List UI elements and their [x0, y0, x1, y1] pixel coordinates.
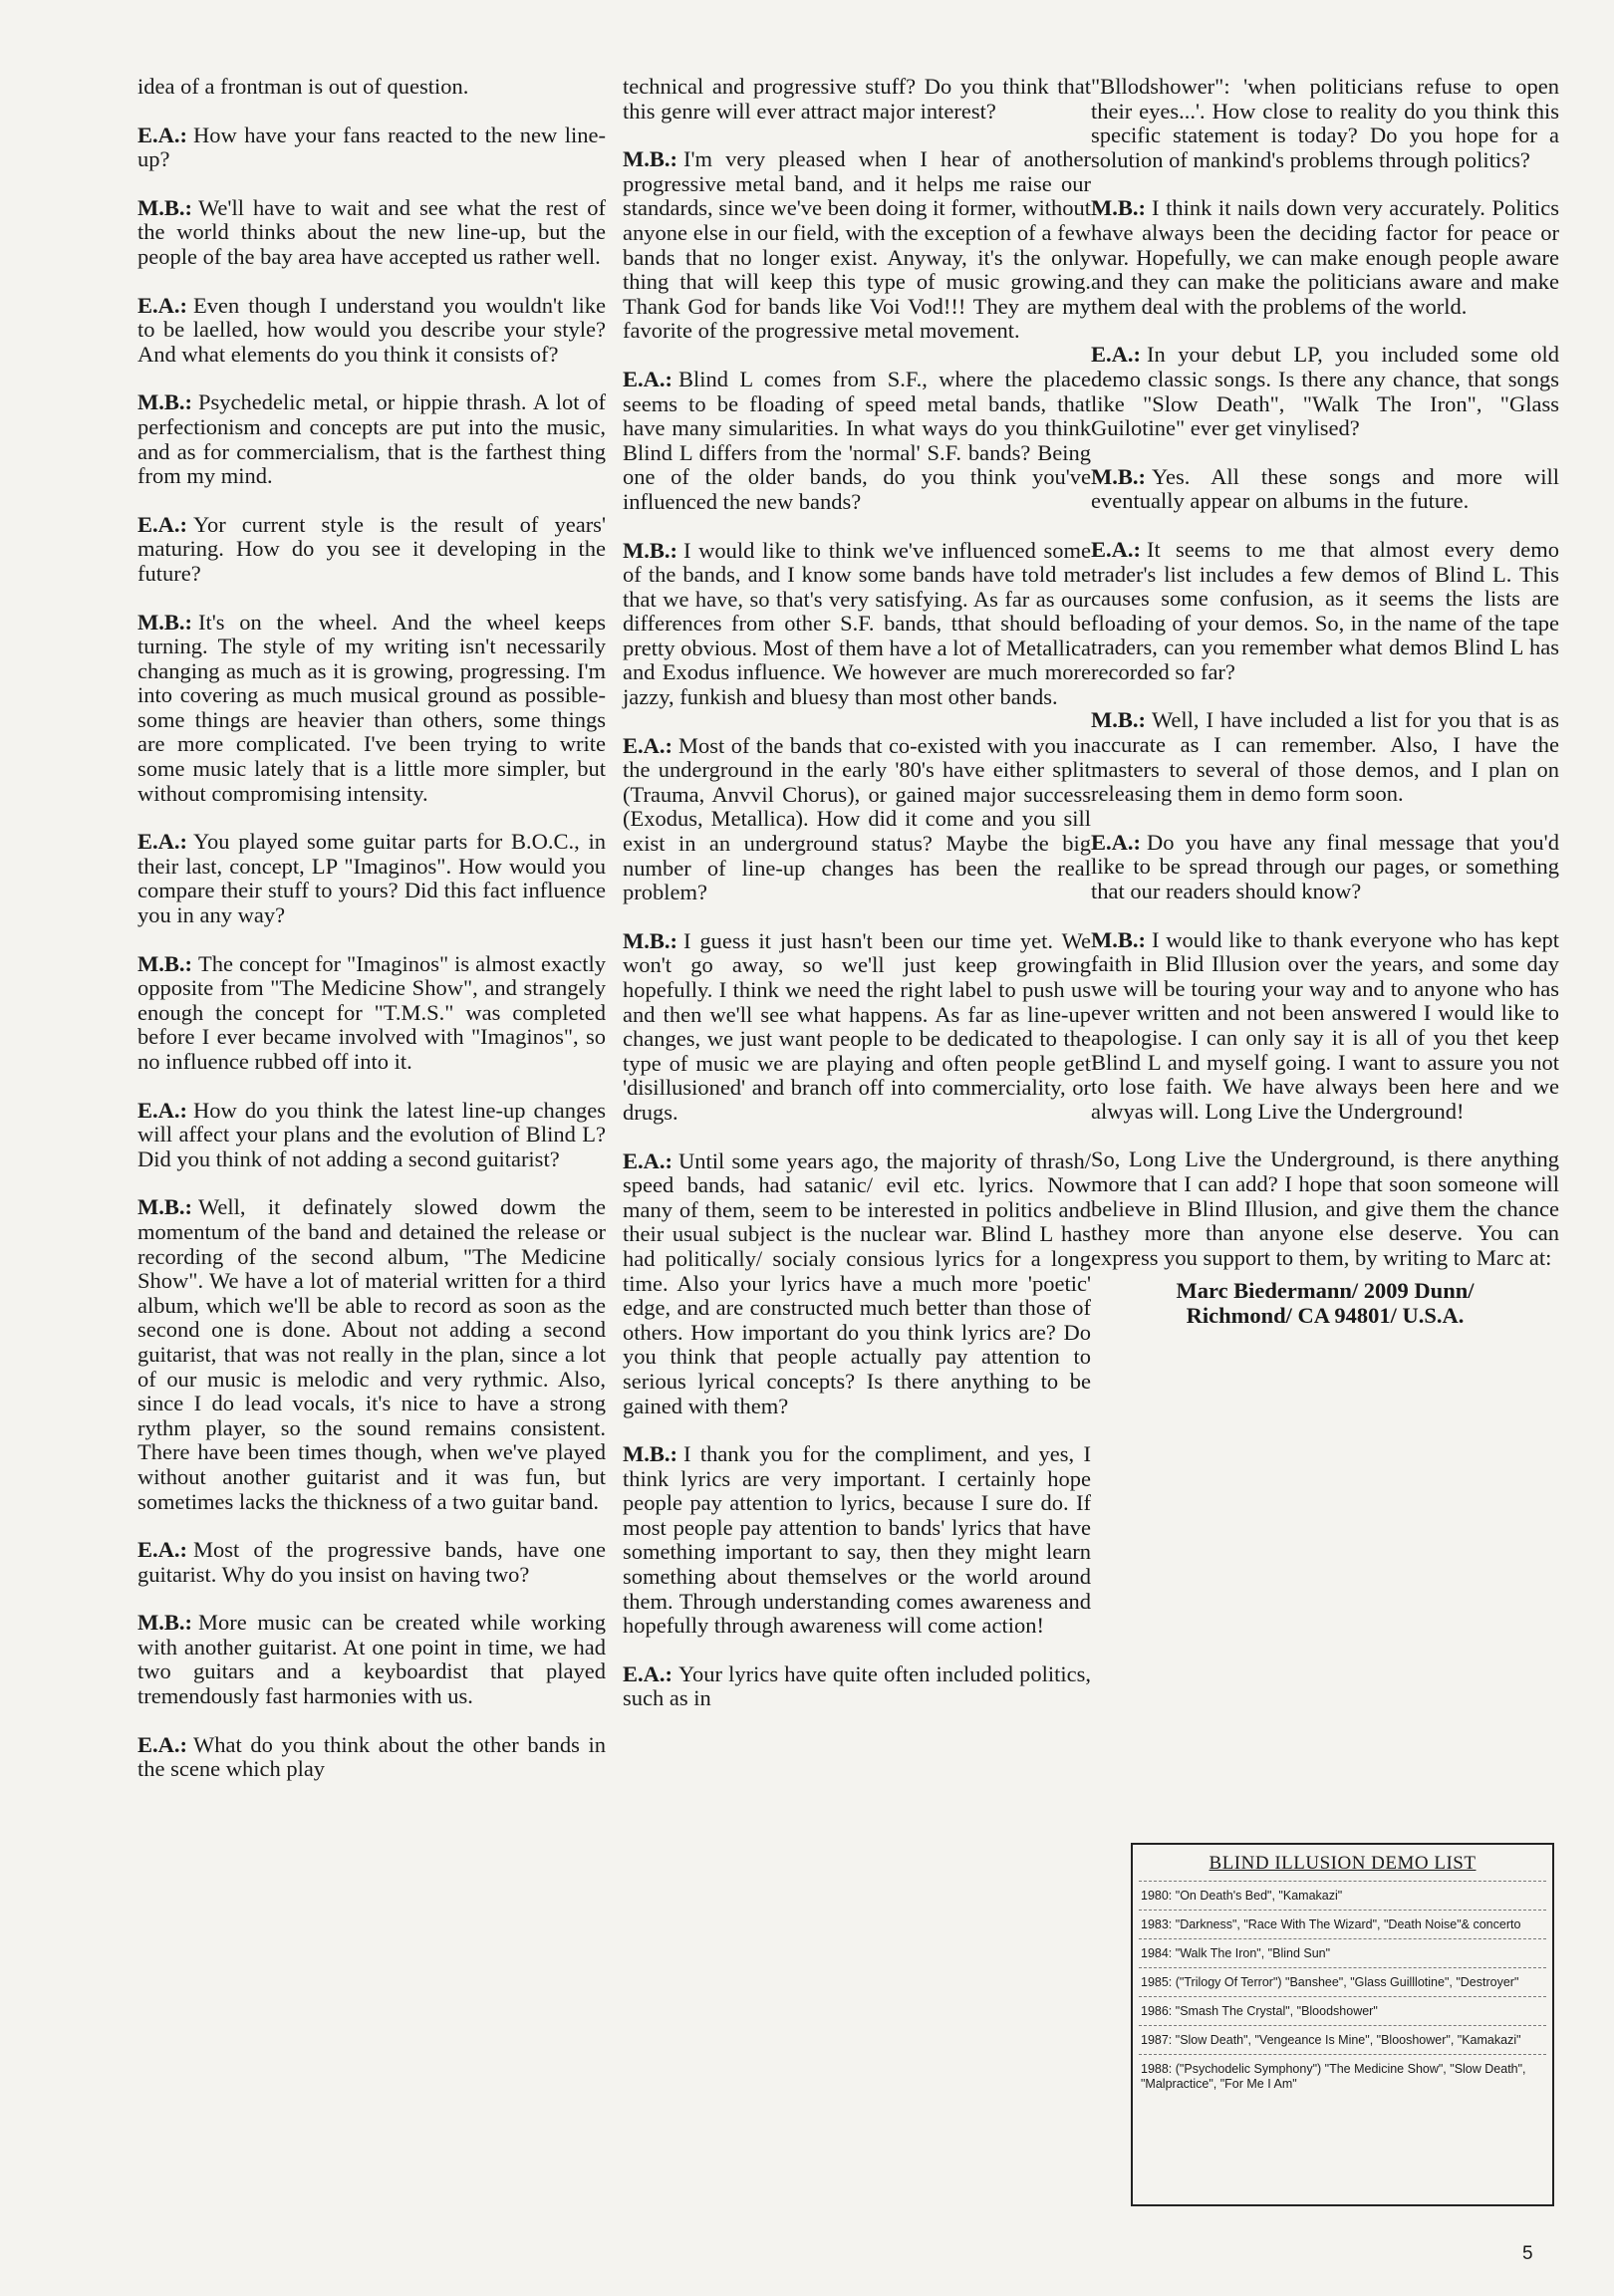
demo-list-item: 1986: "Smash The Crystal", "Bloodshower" — [1139, 1996, 1546, 2025]
paragraph-text: Your lyrics have quite often included politics, such as in — [623, 1660, 1091, 1711]
paragraph — [623, 147, 1091, 344]
page-number: 5 — [1522, 2243, 1533, 2264]
paragraph — [137, 75, 606, 100]
column-2 — [623, 75, 1091, 1735]
paragraph — [137, 1195, 606, 1514]
paragraph-text: Yes. All these songs and more will eventually appear on albums in the future. — [1091, 463, 1559, 514]
paragraph-text: Do you have any final message that you'd like to be spread through our pages, or something that our readers should know? — [1091, 829, 1559, 904]
speaker-label: M.B.: — [1091, 463, 1146, 489]
paragraph-text: idea of a frontman is out of question. — [137, 74, 469, 99]
paragraph-text: It seems to me that almost every demo trader's list includes a few demos of Blind L. This causes some confusion, as it seems the lists are floading of your demos. So, in the name of the tape traders, can you remember what demos Blind L has recorded so far? — [1091, 536, 1559, 684]
speaker-label: M.B.: — [137, 1194, 192, 1220]
paragraph — [137, 830, 606, 927]
paragraph — [623, 1442, 1091, 1639]
paragraph — [137, 294, 606, 368]
speaker-label: M.B.: — [137, 1610, 192, 1636]
paragraph — [623, 539, 1091, 710]
paragraph — [137, 1611, 606, 1708]
paragraph-text: I would like to think we've influenced some of the bands, and I know some bands have told me that we have, so that's very satisfying. As far as our differences from other S.F. bands, tthat should be pretty obvious. Most of them have a lot of Metallica and Exodus influence. We however are much more jazzy, funkish and bluesy than most other bands. — [623, 537, 1091, 710]
speaker-label: M.B.: — [1091, 707, 1146, 733]
speaker-label: E.A.: — [137, 122, 187, 147]
address-line: Marc Biedermann/ 2009 Dunn/ — [1176, 1278, 1475, 1304]
speaker-label: M.B.: — [137, 950, 192, 976]
paragraph — [623, 929, 1091, 1126]
paragraph — [137, 513, 606, 587]
paragraph-text: More music can be created while working with another guitarist. At one point in time, we had two guitars and a keyboardist that played tremendously fast harmonies with us. — [137, 1610, 606, 1709]
speaker-label: M.B.: — [137, 609, 192, 635]
paragraph — [623, 1662, 1091, 1711]
paragraph — [1091, 831, 1559, 904]
paragraph-text: Psychedelic metal, or hippie thrash. A lot of perfectionism and concepts are put into the music, and as for commercialism, that is the farthest thing from my mind. — [137, 389, 606, 489]
paragraph-text: I thank you for the compliment, and yes, I think lyrics are very important. I certainly hope people pay attention to lyrics, because I sure do. If most people pay attention to bands' lyrics that have something important to say, then they might learn something about themselves or the world around them. Through understanding comes awareness and hopefully through awareness will come action! — [623, 1441, 1091, 1639]
demo-list-item: 1980: "On Death's Bed", "Kamakazi" — [1139, 1881, 1546, 1910]
paragraph — [137, 1538, 606, 1587]
paragraph — [137, 611, 606, 807]
paragraph-text: Even though I understand you wouldn't like to be laelled, how would you describe your style? And what elements do you think it consists of? — [137, 292, 606, 367]
speaker-label: E.A.: — [137, 829, 187, 855]
paragraph — [623, 1149, 1091, 1419]
speaker-label: E.A.: — [1091, 829, 1141, 855]
paragraph-text: technical and progressive stuff? Do you think that this genre will ever attract major interest? — [623, 74, 1091, 124]
paragraph-text: What do you think about the other bands in the scene which play — [137, 1731, 606, 1782]
paragraph — [137, 390, 606, 488]
demo-list-item: 1987: "Slow Death", "Vengeance Is Mine", "Blooshower", "Kamakazi" — [1139, 2025, 1546, 2054]
speaker-label: E.A.: — [623, 1148, 672, 1173]
speaker-label: M.B.: — [623, 146, 677, 172]
speaker-label: E.A.: — [137, 1097, 187, 1123]
speaker-label: E.A.: — [623, 1660, 672, 1686]
paragraph-text: Until some years ago, the majority of thrash/ speed bands, had satanic/ evil etc. lyrics. Now many of them, seem to be interested in politics and their usual subject is the nuclear war. Blind L has had politically/ socialy consious lyrics for a long time. Also your lyrics have a much more 'poetic' edge, and are constructed much better than those of others. How important do you think lyrics are? Do you think that people actually pay attention to serious lyrical concepts? Is there anything to be gained with them? — [623, 1148, 1091, 1418]
paragraph-text: We'll have to wait and see what the rest of the world thinks about the new line-up, but the people of the bay area have accepted us rather well. — [137, 194, 606, 269]
demo-list-item: 1985: ("Trilogy Of Terror") "Banshee", "Glass Guilllotine", "Destroyer" — [1139, 1967, 1546, 1996]
speaker-label: M.B.: — [137, 389, 192, 415]
demo-list-rows — [1139, 1881, 1546, 2098]
paragraph — [623, 75, 1091, 124]
demo-list-box — [1131, 1843, 1554, 2206]
paragraph — [137, 196, 606, 270]
paragraph-text: Blind L comes from S.F., where the place seems to be floading of speed metal bands, that have many simularities. In what ways do you think Blind L differs from the 'normal' S.F. bands? Being one of the older bands, do you think you've influenced the new bands? — [623, 366, 1091, 514]
speaker-label: E.A.: — [137, 1537, 187, 1563]
demo-list-item: 1983: "Darkness", "Race With The Wizard", "Death Noise"& concerto — [1139, 1910, 1546, 1938]
paragraph-text: You played some guitar parts for B.O.C., in their last, concept, LP "Imaginos". How would you compare their stuff to yours? Did this fact influence you in any way? — [137, 829, 606, 928]
paragraph-text: I guess it just hasn't been our time yet. We won't go away, so we'll just keep growing hopefully. I think we need the right label to push us and then we'll see what happens. As far as line-up changes, we just want people to be dedicated to the type of music we are playing and often people get 'disillusioned' and branch off into commerciality, or drugs. — [623, 927, 1091, 1125]
paragraph — [1091, 1148, 1559, 1270]
paragraph — [1091, 708, 1559, 806]
speaker-label: M.B.: — [1091, 195, 1146, 221]
speaker-label: M.B.: — [1091, 926, 1146, 952]
paragraph-text: Most of the progressive bands, have one guitarist. Why do you insist on having two? — [137, 1537, 606, 1587]
column-1 — [137, 75, 606, 1806]
paragraph-text: I would like to thank everyone who has kept faith in Blid Illusion over the years, and some day we will be touring your way and to anyone who has ever written and not been answered I would like to apologise. I can only say it is all of you thet keep Blind L and myself going. I want to assure you not to lose faith. We have always been here and we alwyas will. Long Live the Underground! — [1091, 926, 1559, 1124]
paragraph — [1091, 928, 1559, 1125]
paragraph-text: "Bllodshower": 'when politicians refuse to open their eyes...'. How close to reality do you think this specific statement is today? Do you hope for a solution of mankind's problems through politics? — [1091, 74, 1559, 172]
paragraph-text: The concept for "Imaginos" is almost exactly opposite from "The Medicine Show", and strangely enough the concept for "T.M.S." was completed before I ever became involved with "Imaginos", so no influence rubbed off into it. — [137, 950, 606, 1074]
paragraph — [1091, 343, 1559, 440]
paragraph — [1091, 465, 1559, 514]
paragraph — [623, 368, 1091, 515]
address-line: Richmond/ CA 94801/ U.S.A. — [1186, 1303, 1465, 1329]
speaker-label: E.A.: — [1091, 342, 1141, 368]
demo-list-item: 1984: "Walk The Iron", "Blind Sun" — [1139, 1938, 1546, 1967]
speaker-label: E.A.: — [137, 292, 187, 318]
speaker-label: M.B.: — [623, 1441, 677, 1467]
speaker-label: M.B.: — [137, 194, 192, 220]
paragraph-text: Well, I have included a list for you that is as accurate as I can remember. Also, I have the masters to several of those demos, and I plan on releasing them in demo form soon. — [1091, 707, 1559, 807]
paragraph — [1091, 538, 1559, 685]
paragraph — [1091, 75, 1559, 172]
paragraph-text: How do you think the latest line-up changes will affect your plans and the evolution of Blind L? Did you think of not adding a second guitarist? — [137, 1097, 606, 1171]
demo-list-title: BLIND ILLUSION DEMO LIST — [1209, 1853, 1477, 1874]
speaker-label: E.A.: — [137, 1731, 187, 1757]
speaker-label: E.A.: — [1091, 536, 1141, 562]
paragraph-text: How have your fans reacted to the new line-up? — [137, 122, 606, 172]
mailing-address — [1091, 1278, 1559, 1328]
paragraph — [137, 1733, 606, 1782]
speaker-label: M.B.: — [623, 927, 677, 953]
paragraph-text: Well, it definately slowed dowm the momentum of the band and detained the release or recording of the second album, "The Medicine Show". We have a lot of material written for a third album, which we'll be able to record as soon as the second one is done. About not adding a second guitarist, that was not really in the plan, since a lot of our music is melodic and very rythmic. Also, since I do lead vocals, it's nice to have a strong rythm player, so the sound remains consistent. There have been times though, when we've played without another guitarist and it was fun, but sometimes lacks the thickness of a two guitar band. — [137, 1194, 606, 1514]
paragraph-text: So, Long Live the Underground, is there anything more that I can add? I hope that soon someone will believe in Blind Illusion, and give them the chance they more than anyone else deserve. You can express you support to them, by writing to Marc at: — [1091, 1147, 1559, 1270]
paragraph-text: Most of the bands that co-existed with you in the underground in the early '80's have either split (Trauma, Anvvil Chorus), or gained major success (Exodus, Metallica). How did it come and you sill exist in an underground status? Maybe the big number of line-up changes has been the real problem? — [623, 732, 1091, 905]
paragraph-text: In your debut LP, you included some old demo classic songs. Is there any chance, that songs like "Slow Death", "Walk The Iron", "Glass Guilotine" ever get vinylised? — [1091, 342, 1559, 441]
demo-list-item: 1988: ("Psychodelic Symphony") "The Medicine Show", "Slow Death", "Malpractice", "For Me I Am" — [1139, 2054, 1546, 2098]
paragraph-text: Yor current style is the result of years' maturing. How do you see it developing in the future? — [137, 511, 606, 586]
speaker-label: M.B.: — [623, 537, 677, 563]
paragraph — [137, 952, 606, 1075]
paragraph — [623, 734, 1091, 905]
paragraph-text: I'm very pleased when I hear of another progressive metal band, and it helps me raise our standards, since we've been doing it former, without anyone else in our field, with the exception of a few bands that no longer exist. Anyway, it's the only thing that will keep this type of music growing. Thank God for bands like Voi Vod!!! They are my favorite of the progressive metal movement. — [623, 146, 1091, 344]
speaker-label: E.A.: — [623, 732, 672, 758]
paragraph — [1091, 196, 1559, 319]
paragraph — [137, 1099, 606, 1172]
column-3 — [1091, 75, 1559, 1328]
speaker-label: E.A.: — [137, 511, 187, 537]
paragraph-text: It's on the wheel. And the wheel keeps turning. The style of my writing isn't necessarily changing as much as it is growing, progressing. I'm into covering as much musical ground as possible- some things are heavier than others, some things are more complicated. I've been trying to write some music lately that is a little more simpler, but without compromising intensity. — [137, 609, 606, 806]
paragraph — [137, 124, 606, 172]
paragraph-text: I think it nails down very accurately. Politics have always been the deciding factor for peace or war. Hopefully, we can make enough people aware and they can make the politicians aware and make them deal with the problems of the world. — [1091, 195, 1559, 319]
speaker-label: E.A.: — [623, 366, 672, 391]
